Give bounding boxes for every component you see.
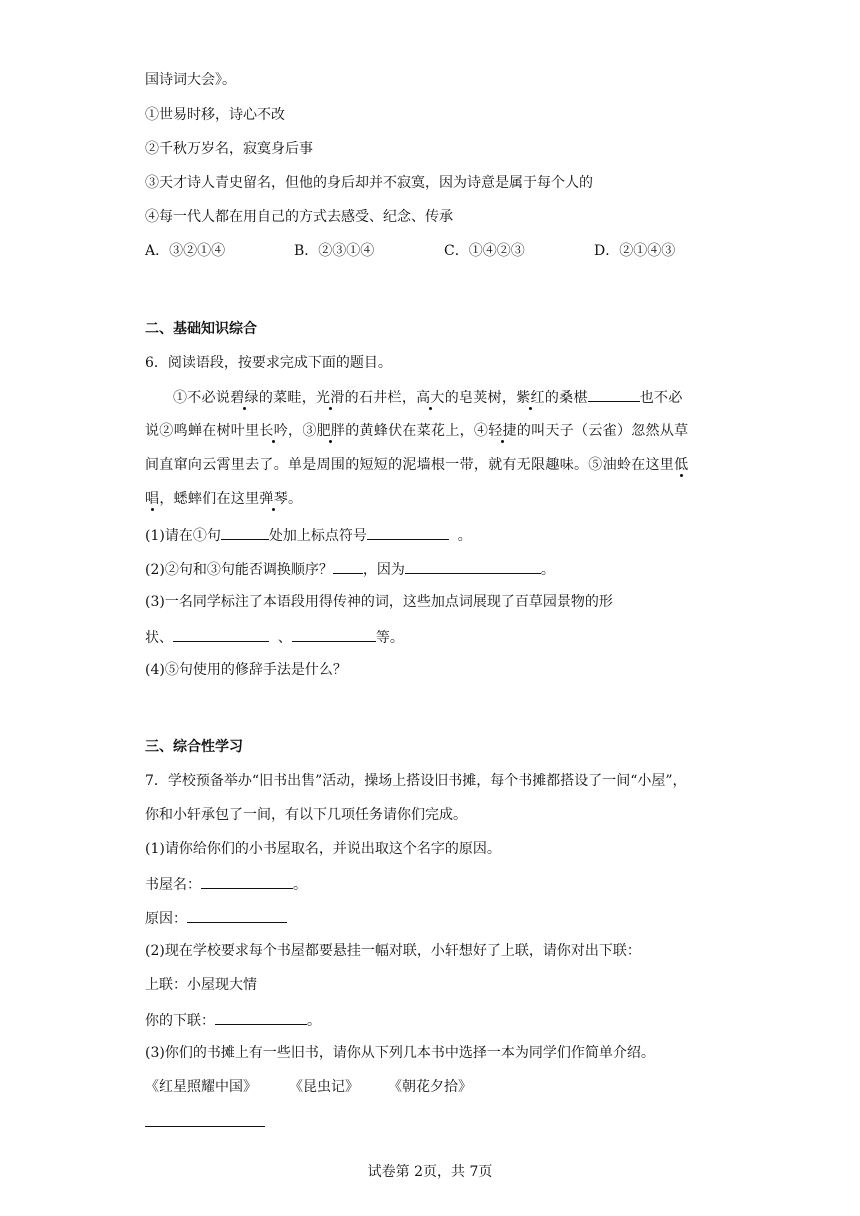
passage-line-3: 间直窜向云霄里去了。单是周围的短短的泥墙根一带，就有无限趣味。⑤油蛉在这里低 [145,457,689,473]
q5-item-4: ④每一代人都在用自己的方式去感受、纪念、传承 [145,209,453,225]
q7-sub-2: (2)现在学校要求每个书屋都要悬挂一幅对联，小轩想好了上联，请你对出下联： [145,943,641,959]
q5-item-2: ②千秋万岁名，寂寞身后事 [145,141,313,157]
q5-option-a[interactable]: A．③②①④ [145,243,226,259]
blank-q6-1b[interactable] [367,524,449,540]
upper-couplet: 上联：小屋现大情 [145,977,257,993]
q6-stem: 6．阅读语段，按要求完成下面的题目。 [145,355,392,371]
blank-1[interactable] [588,386,640,402]
book-1[interactable]: 《红星照耀中国》 [145,1079,257,1095]
passage-line-1: ①不必说碧绿的菜畦，光滑的石井栏，高大的皂荚树，紫红的桑椹 也不必 [173,386,683,408]
q5-option-d[interactable]: D．②①④③ [594,243,676,259]
shop-name-blank[interactable] [201,873,293,889]
q5-option-c[interactable]: C．①④②③ [444,243,525,259]
q6-sub-4: (4)⑤句使用的修辞手法是什么？ [145,662,347,678]
q6-sub-3-blanks: 状、 、 等。 [145,626,404,648]
blank-q6-1a[interactable] [221,524,269,540]
q5-item-3: ③天才诗人青史留名，但他的身后却并不寂寞，因为诗意是属于每个人的 [145,175,593,191]
passage-line-4: 唱，蟋蟀们在这里弹琴。 [145,491,303,507]
q6-sub-2: (2)②句和③句能否调换顺序？ ，因为 。 [145,558,555,580]
blank-q6-2a[interactable] [333,558,363,574]
q6-sub-3: (3)一名同学标注了本语段用得传神的词，这些加点词展现了百草园景物的形 [145,594,613,610]
book-2[interactable]: 《昆虫记》 [289,1079,359,1095]
blank-q6-3b[interactable] [292,626,376,642]
q7-stem-2: 你和小轩承包了一间，有以下几项任务请你们完成。 [145,807,467,823]
lower-couplet-blank[interactable] [215,1009,307,1025]
reason-row: 原因： [145,907,287,929]
reason-blank[interactable] [187,907,287,923]
answer-line[interactable] [145,1126,265,1127]
q5-tail: 国诗词大会》。 [145,72,236,88]
blank-q6-2b[interactable] [405,558,541,574]
q6-sub-1: (1)请在①句 处加上标点符号 。 [145,524,472,546]
blank-q6-3a[interactable] [173,626,269,642]
q7-sub-3: (3)你们的书摊上有一些旧书，请你从下列几本书中选择一本为同学们作简单介绍。 [145,1045,655,1061]
shop-name-row: 书屋名： 。 [145,873,307,895]
q5-item-1: ①世易时移，诗心不改 [145,107,285,123]
section-3-title: 三、综合性学习 [145,739,243,755]
page-footer: 试卷第 2页，共 7页 [367,1164,493,1180]
q7-sub-1: (1)请你给你们的小书屋取名，并说出取这个名字的原因。 [145,841,501,857]
q7-stem-1: 7．学校预备举办“旧书出售”活动，操场上搭设旧书摊，每个书摊都搭设了一间“小屋”， [145,773,687,789]
book-3[interactable]: 《朝花夕拾》 [388,1079,472,1095]
lower-couplet-row: 你的下联： 。 [145,1009,321,1031]
passage-line-2: 说②鸣蝉在树叶里长吟，③肥胖的黄蜂伏在菜花上，④轻捷的叫天子（云雀）忽然从草 [145,423,689,439]
section-2-title: 二、基础知识综合 [145,321,257,337]
q5-option-b[interactable]: B．②③①④ [294,243,375,259]
